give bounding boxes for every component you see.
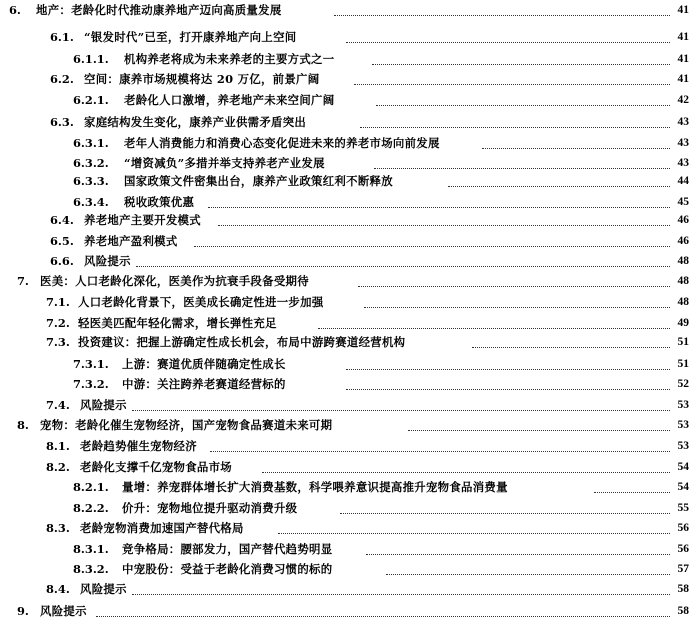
toc-leader-dots [346,28,670,43]
toc-entry-title: 空间：康养市场规模将达 20 万亿，前景广阔 [84,72,320,86]
toc-entry-title: 医美：人口老龄化深化，医美作为抗衰手段备受期待 [40,274,309,288]
toc-leader-dots [408,416,670,431]
toc-leader-dots [360,113,670,128]
toc-leader-dots [482,134,670,149]
toc-entry-title: 价升：宠物地位提升驱动消费升级 [122,501,298,515]
toc-entry-number: 8.2.2. [73,501,109,515]
toc-entry-number: 6.3. [50,115,74,129]
toc-entry-page: 51 [677,358,689,370]
toc-entry[interactable] [0,333,700,351]
toc-entry[interactable] [0,193,700,211]
toc-entry-number: 6.3.1. [73,136,109,150]
toc-entry-page: 43 [677,157,689,169]
toc-entry-title: 量增：养宠群体增长扩大消费基数，科学喂养意识提高推升宠物食品消费量 [122,480,508,494]
toc-leader-dots [386,560,670,575]
toc-entry-page: 53 [677,399,689,411]
toc-leader-dots [366,540,670,555]
toc-entry-number: 6.2. [50,72,74,86]
toc-entry-title: 上游：赛道优质伴随确定性成长 [122,357,286,371]
toc-entry-title: 风险提示 [80,582,127,596]
toc-entry-number: 8.4. [46,582,70,596]
toc-entry-page: 41 [677,73,689,85]
toc-entry-number: 8.1. [46,439,70,453]
toc-leader-dots [334,1,670,16]
toc-entry-title: 养老地产盈利模式 [84,234,178,248]
toc-entry-page: 48 [677,275,689,287]
toc-entry-page: 43 [677,116,689,128]
toc-leader-dots [346,355,670,370]
toc-entry-number: 6. [9,3,21,17]
toc-entry-page: 51 [677,336,689,348]
toc-entry-number: 7.1. [46,295,70,309]
toc-entry[interactable] [0,416,700,434]
toc-leader-dots [372,50,670,65]
toc-leader-dots [448,172,670,187]
toc-leader-dots [358,272,670,287]
toc-entry-page: 58 [677,605,689,617]
toc-entry-number: 8.2. [46,460,70,474]
toc-leader-dots [136,252,670,267]
toc-entry-number: 6.6. [50,254,74,268]
toc-entry-title: 老龄宠物消费加速国产替代格局 [80,521,244,535]
toc-entry[interactable] [0,1,700,19]
toc-entry-number: 8.2.1. [73,480,109,494]
toc-entry-page: 52 [677,378,689,390]
toc-entry-number: 8.3.1. [73,542,109,556]
toc-leader-dots [278,519,670,534]
toc-leader-dots [346,375,670,390]
toc-entry-number: 7.3.1. [73,357,109,371]
toc-entry-title: 风险提示 [84,254,131,268]
toc-entry-number: 7. [17,274,29,288]
toc-leader-dots [218,211,670,226]
toc-entry-title: 机构养老将成为未来养老的主要方式之一 [124,52,335,66]
toc-entry-page: 46 [677,235,689,247]
toc-entry[interactable] [0,602,700,620]
toc-entry-title: 投资建议：把握上游确定性成长机会，布局中游跨赛道经营机构 [78,335,406,349]
toc-entry-title: 税收政策优惠 [124,195,195,209]
toc-entry-title: 老龄趋势催生宠物经济 [80,439,197,453]
toc-entry[interactable] [0,272,700,290]
toc-entry[interactable] [0,91,700,109]
toc-leader-dots [594,478,670,493]
toc-entry-page: 41 [677,53,689,65]
toc-entry[interactable] [0,172,700,190]
toc-entry[interactable] [0,113,700,131]
toc-entry-title: 宠物：老龄化催生宠物经济，国产宠物食品赛道未来可期 [40,418,333,432]
toc-entry-page: 48 [677,255,689,267]
toc-entry-title: 中游：关注跨养老赛道经营标的 [122,377,286,391]
toc-entry-page: 55 [677,502,689,514]
toc-entry[interactable] [0,232,700,250]
toc-entry-number: 6.3.3. [73,174,109,188]
toc-leader-dots [132,580,670,595]
toc-leader-dots [210,437,670,452]
toc-entry-title: “银发时代”已至，打开康养地产向上空间 [84,30,297,44]
toc-entry-number: 6.3.2. [73,156,109,170]
toc-entry[interactable] [0,580,700,598]
toc-leader-dots [132,396,670,411]
toc-entry-title: 老龄化人口激增，养老地产未来空间广阔 [124,93,335,107]
toc-entry-number: 9. [17,604,29,618]
toc-entry-number: 6.1. [50,30,74,44]
toc-entry-title: 老年人消费能力和消费心态变化促进未来的养老市场向前发展 [124,136,440,150]
toc-entry-page: 56 [677,522,689,534]
toc-entry-number: 8.3. [46,521,70,535]
toc-entry[interactable] [0,499,700,517]
toc-leader-dots [376,91,670,106]
toc-entry-title: 风险提示 [40,604,87,618]
toc-entry-title: 养老地产主要开发模式 [84,213,201,227]
toc-entry-page: 46 [677,214,689,226]
toc-entry-number: 7.4. [46,398,70,412]
toc-entry[interactable] [0,211,700,229]
toc-leader-dots [340,499,670,514]
toc-entry-page: 57 [677,563,689,575]
toc-entry-number: 6.4. [50,213,74,227]
toc-entry-title: 中宠股份：受益于老龄化消费习惯的标的 [122,562,333,576]
toc-entry[interactable] [0,293,700,311]
toc-entry-title: 人口老龄化背景下，医美成长确定性进一步加强 [78,295,324,309]
toc-entry-number: 8.3.2. [73,562,109,576]
toc-entry-page: 41 [677,31,689,43]
toc-leader-dots [364,293,670,308]
toc-entry-number: 8. [17,418,29,432]
toc-entry-title: 地产：老龄化时代推动康养地产迈向高质量发展 [36,3,282,17]
toc-entry[interactable] [0,396,700,414]
toc-entry[interactable] [0,375,700,393]
toc-entry-number: 6.1.1. [73,52,109,66]
toc-entry-title: 国家政策文件密集出台，康养产业政策红利不断释放 [124,174,393,188]
toc-leader-dots [374,154,670,169]
toc-entry-number: 6.5. [50,234,74,248]
toc-entry[interactable] [0,28,700,46]
toc-leader-dots [472,333,670,348]
toc-entry-title: “增资减负”多措并举支持养老产业发展 [124,156,325,170]
toc-entry-page: 41 [677,4,689,16]
toc-entry-page: 48 [677,296,689,308]
toc-entry[interactable] [0,50,700,68]
toc-entry[interactable] [0,540,700,558]
toc-entry-page: 54 [677,461,689,473]
toc-entry-number: 6.3.4. [73,195,109,209]
toc-leader-dots [354,70,670,85]
toc-entry-title: 风险提示 [80,398,127,412]
toc-entry-number: 7.2. [46,316,70,330]
toc-leader-dots [96,602,670,617]
toc-entry-title: 轻医美匹配年轻化需求，增长弹性充足 [78,316,277,330]
toc-leader-dots [318,314,670,329]
toc-entry-page: 43 [677,137,689,149]
toc-entry[interactable] [0,478,700,496]
toc-entry[interactable] [0,134,700,152]
toc-entry[interactable] [0,355,700,373]
toc-entry[interactable] [0,252,700,270]
toc-entry-page: 54 [677,481,689,493]
toc-entry-page: 44 [677,175,689,187]
toc-entry-page: 56 [677,543,689,555]
toc-entry-page: 49 [677,317,689,329]
toc-entry[interactable] [0,70,700,88]
toc-entry-title: 老龄化支撑千亿宠物食品市场 [80,460,232,474]
toc-leader-dots [262,458,670,473]
toc-entry[interactable] [0,314,700,332]
toc-entry-page: 42 [677,94,689,106]
toc-entry-number: 7.3.2. [73,377,109,391]
toc-entry-title: 家庭结构发生变化，康养产业供需矛盾突出 [84,115,307,129]
toc-entry[interactable] [0,519,700,537]
toc-entry-page: 53 [677,440,689,452]
toc-leader-dots [208,193,670,208]
toc-entry[interactable] [0,458,700,476]
toc-leader-dots [194,232,670,247]
toc-entry-number: 6.2.1. [73,93,109,107]
toc-entry-page: 58 [677,583,689,595]
toc-entry[interactable] [0,437,700,455]
toc-entry[interactable] [0,154,700,172]
toc-entry-number: 7.3. [46,335,70,349]
toc-entry-page: 53 [677,419,689,431]
toc-entry-title: 竞争格局：腰部发力，国产替代趋势明显 [122,542,333,556]
toc-entry[interactable] [0,560,700,578]
toc-entry-page: 45 [677,196,689,208]
